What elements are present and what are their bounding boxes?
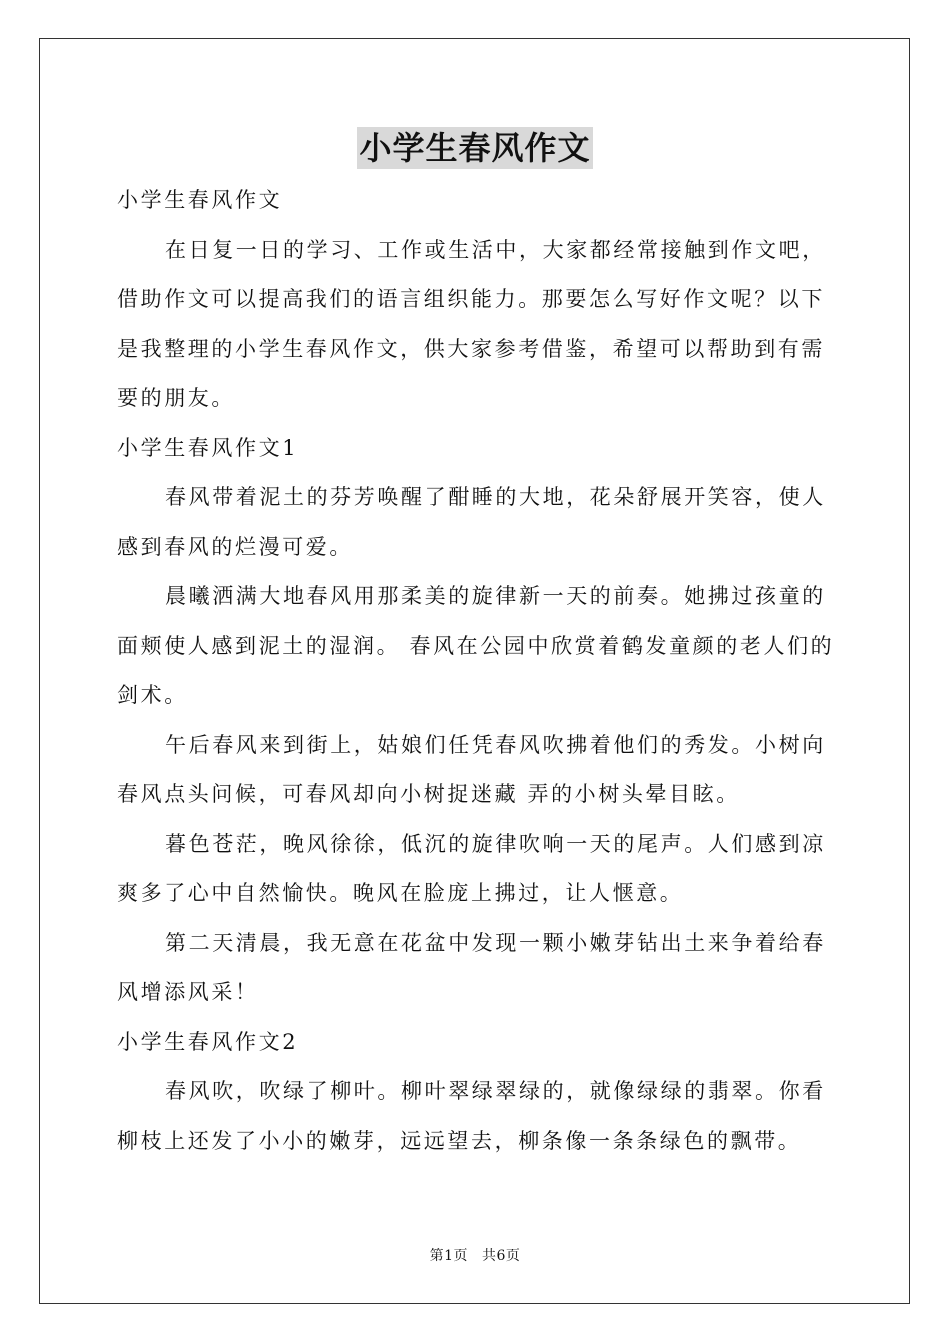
- paragraph: 春风带着泥土的芬芳唤醒了酣睡的大地，花朵舒展开笑容，使人感到春风的烂漫可爱。: [117, 485, 826, 559]
- page-total: 共6页: [482, 1248, 521, 1264]
- document-title: 小学生春风作文: [359, 129, 591, 167]
- paragraph: 小学生春风作文: [117, 188, 283, 212]
- paragraph: 在日复一日的学习、工作或生活中，大家都经常接触到作文吧，借助作文可以提高我们的语言组织能力。那要怎么写好作文呢？以下是我整理的小学生春风作文，供大家参考借鉴，希望可以帮助到有需要的朋友。: [117, 237, 826, 410]
- title-container: [0, 127, 950, 169]
- paragraph: 第二天清晨，我无意在花盆中发现一颗小嫩芽钻出土来争着给春风增添风采！: [117, 930, 826, 1004]
- page-number: 第1页: [429, 1248, 468, 1264]
- section-heading: 小学生春风作文1: [117, 435, 299, 460]
- section-heading: 小学生春风作文2: [117, 1029, 299, 1054]
- paragraph: 晨曦洒满大地春风用那柔美的旋律新一天的前奏。她拂过孩童的面颊使人感到泥土的湿润。 春风在公园中欣赏着鹤发童颜的老人们的剑术。: [117, 584, 835, 707]
- paragraph: 午后春风来到街上，姑娘们任凭春风吹拂着他们的秀发。小树向春风点头问候，可春风却向小树捉迷藏 弄的小树头晕目眩。: [117, 732, 826, 806]
- document-body: [117, 176, 837, 1166]
- paragraph: 春风吹，吹绿了柳叶。柳叶翠绿翠绿的，就像绿绿的翡翠。你看柳枝上还发了小小的嫩芽，远远望去，柳条像一条条绿色的飘带。: [117, 1079, 826, 1153]
- page-footer: [0, 1247, 950, 1265]
- paragraph: 暮色苍茫，晚风徐徐，低沉的旋律吹响一天的尾声。人们感到凉爽多了心中自然愉快。晚风在脸庞上拂过，让人惬意。: [117, 831, 826, 905]
